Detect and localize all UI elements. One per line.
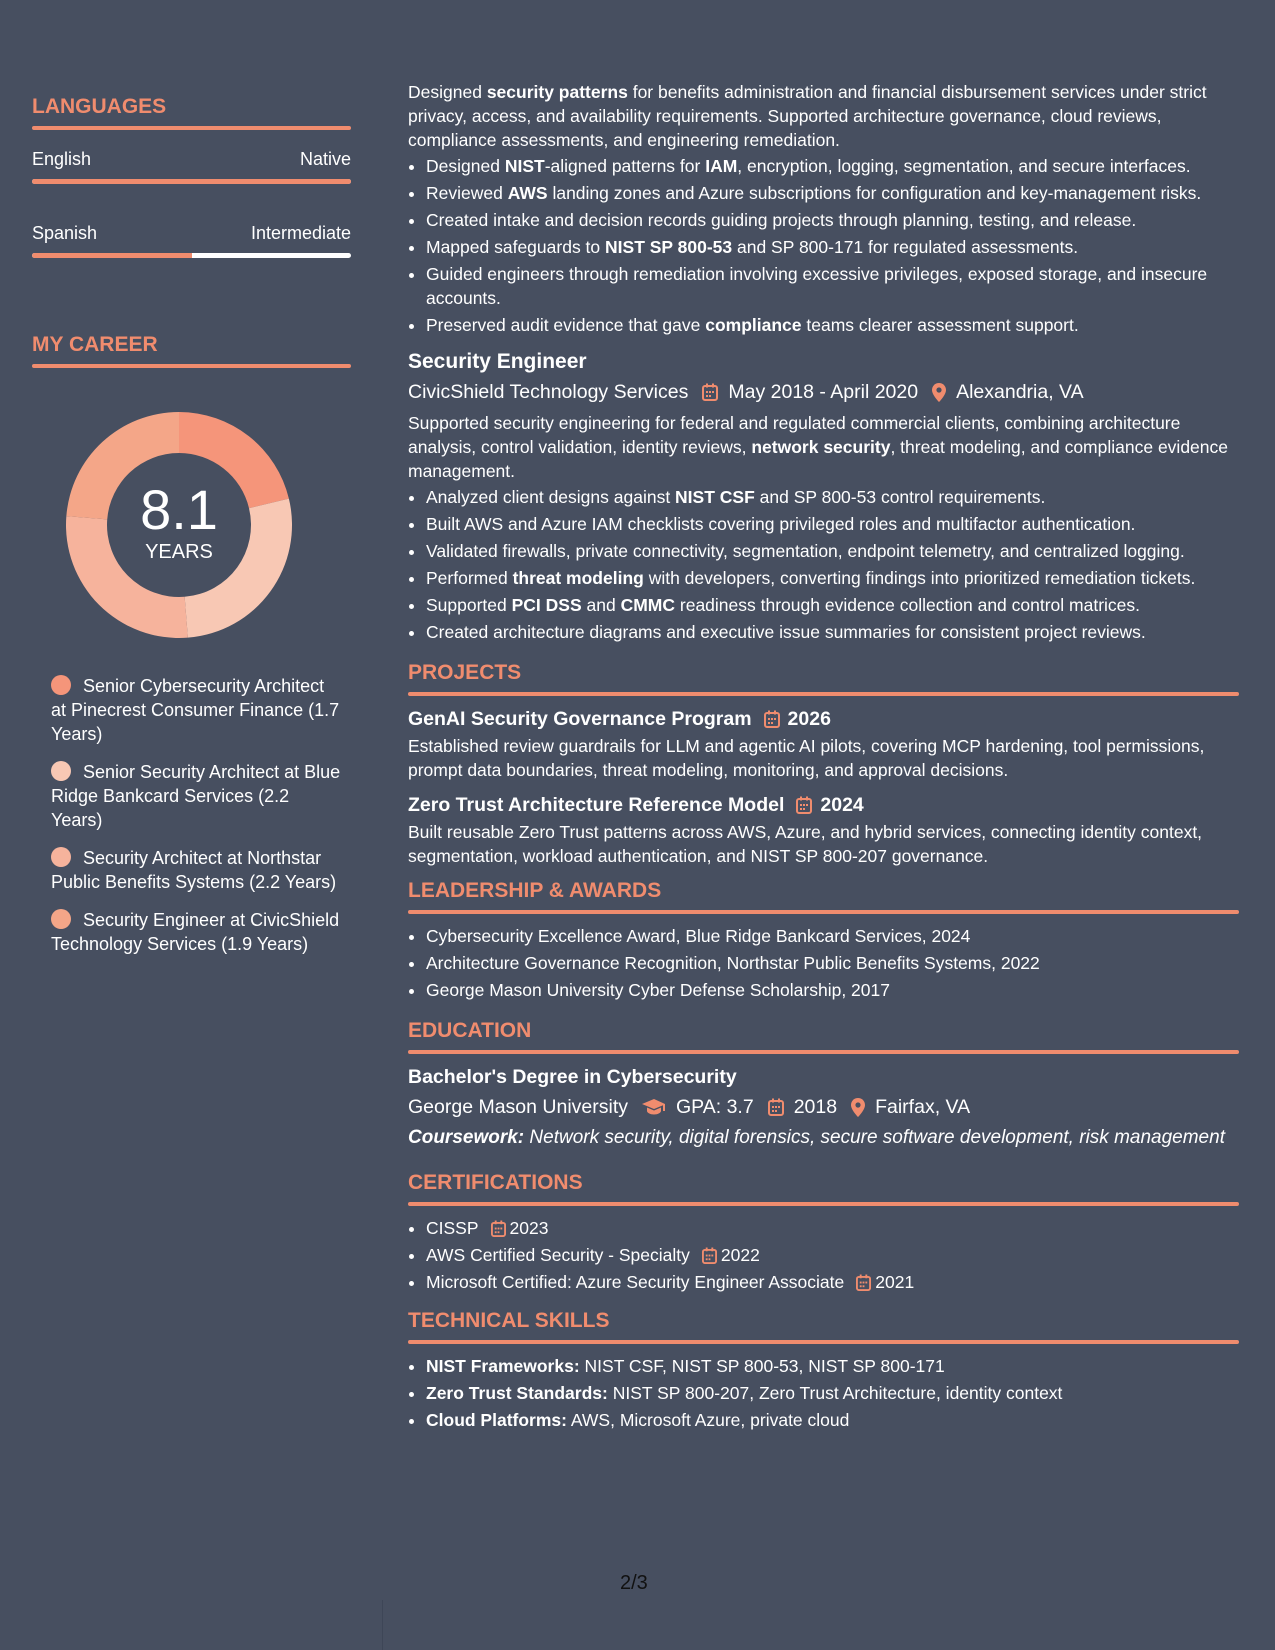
career-legend-label: Senior Cybersecurity Architect at Pinecrest Consumer Finance (1.7 Years) [51, 676, 340, 744]
skills-list [408, 1354, 1239, 1432]
skill-value: AWS, Microsoft Azure, private cloud [566, 1410, 850, 1430]
skill-label: NIST Frameworks: [426, 1356, 580, 1376]
project-name: GenAI Security Governance Program [408, 708, 752, 730]
list-item [426, 1354, 1239, 1378]
language-name: English [32, 149, 92, 169]
list-item: • Validated firewalls, private connectivity, segmentation, endpoint telemetry, and centralized logging. [426, 539, 1239, 563]
legend-dot-icon [51, 761, 71, 781]
cert-name: • CISSP [426, 1218, 479, 1238]
languages-section [32, 94, 351, 258]
career-legend-item [51, 674, 341, 746]
legend-dot-icon [51, 909, 71, 929]
section-rule [408, 1202, 1239, 1206]
language-bar [32, 253, 351, 258]
language-bar-fill [32, 253, 192, 258]
cert-name: • Microsoft Certified: Azure Security Engineer Associate [426, 1272, 845, 1292]
list-item [426, 1216, 1239, 1240]
language-name: Spanish [32, 223, 98, 243]
calendar-icon [768, 1098, 784, 1116]
job-location: Alexandria, VA [956, 381, 1084, 403]
job-title: Security Engineer [408, 350, 587, 373]
career-legend-label: Security Engineer at CivicShield Technology Services (1.9 Years) [51, 910, 340, 954]
donut-center [66, 412, 292, 638]
project-description: Established review guardrails for LLM and agentic AI pilots, covering MCP hardening, tool permissions, prompt data boundaries, threat modeling, monitoring, and approval decisions. [408, 736, 1205, 780]
coursework-label: Coursework: [408, 1127, 525, 1148]
section-rule [408, 1340, 1239, 1344]
map-pin-icon [932, 383, 946, 402]
education-title: EDUCATION [408, 1019, 532, 1042]
calendar-icon [702, 383, 718, 401]
list-item: • Reviewed AWS landing zones and Azure subscriptions for configuration and key-management risks. [426, 181, 1239, 205]
career-legend-item [51, 846, 341, 894]
skill-label: Zero Trust Standards: [426, 1383, 608, 1403]
job-company: CivicShield Technology Services [408, 381, 689, 403]
experience-job [408, 349, 1239, 644]
certifications-title: CERTIFICATIONS [408, 1171, 583, 1194]
list-item: • Guided engineers through remediation involving excessive privileges, exposed storage, and insecure accounts. [426, 262, 1239, 310]
section-rule [32, 364, 351, 368]
awards-list [408, 924, 1239, 1002]
calendar-icon [764, 710, 780, 728]
map-pin-icon [851, 1098, 865, 1117]
legend-dot-icon [51, 847, 71, 867]
career-total-unit: YEARS [145, 541, 213, 563]
list-item: • George Mason University Cyber Defense Scholarship, 2017 [426, 978, 1239, 1002]
career-legend-item [51, 908, 341, 956]
education-meta [408, 1094, 1239, 1120]
section-rule [408, 910, 1239, 914]
left-column [32, 94, 351, 970]
list-item: • Preserved audit evidence that gave compliance teams clearer assessment support. [426, 313, 1239, 337]
language-bar [32, 179, 351, 184]
project-description: Built reusable Zero Trust patterns across AWS, Azure, and hybrid services, connecting identity context, segmentation, workload authentication, and NIST SP 800-207 governance. [408, 822, 1203, 866]
language-row [32, 148, 351, 170]
job-dates: May 2018 - April 2020 [728, 381, 919, 403]
job-meta [408, 379, 1239, 405]
cert-year: 2021 [875, 1272, 915, 1292]
career-total-years: 8.1 [140, 478, 218, 541]
project-year: 2026 [787, 708, 831, 730]
job-bullets [408, 154, 1239, 337]
project-title [408, 706, 1239, 732]
certifications-section [408, 1170, 1239, 1294]
career-donut-chart [66, 412, 292, 638]
certifications-list [408, 1216, 1239, 1294]
list-item: • Built AWS and Azure IAM checklists covering privileged roles and multifactor authentication. [426, 512, 1239, 536]
language-bar-fill [32, 179, 351, 184]
education-gpa: GPA: 3.7 [676, 1096, 754, 1118]
project-year: 2024 [820, 794, 864, 816]
list-item: • Created intake and decision records guiding projects through planning, testing, and release. [426, 208, 1239, 232]
career-title: MY CAREER [32, 333, 158, 356]
education-coursework [408, 1126, 1239, 1150]
list-item: • Created architecture diagrams and executive issue summaries for consistent project reviews. [426, 620, 1239, 644]
projects-title: PROJECTS [408, 661, 522, 684]
education-year: 2018 [793, 1096, 838, 1118]
list-item: • Architecture Governance Recognition, Northstar Public Benefits Systems, 2022 [426, 951, 1239, 975]
calendar-icon [856, 1274, 871, 1291]
skill-value: NIST CSF, NIST SP 800-53, NIST SP 800-171 [579, 1356, 945, 1376]
skill-label: Cloud Platforms: [426, 1410, 567, 1430]
calendar-icon [702, 1247, 717, 1264]
coursework-text: Network security, digital forensics, secure software development, risk management [524, 1127, 1225, 1148]
job-bullets [408, 485, 1239, 644]
education-section [408, 1018, 1239, 1150]
right-column [408, 80, 1239, 1435]
job-summary: Designed security patterns for benefits administration and financial disbursement services under strict privacy, access, and availability requirements. Supported architecture governance, cloud reviews, compliance assessments, and engineering remediation. [408, 82, 1207, 150]
calendar-icon [796, 796, 812, 814]
legend-dot-icon [51, 675, 71, 695]
skills-section [408, 1308, 1239, 1432]
section-rule [32, 126, 351, 130]
calendar-icon [491, 1220, 506, 1237]
list-item: • Cybersecurity Excellence Award, Blue Ridge Bankcard Services, 2024 [426, 924, 1239, 948]
career-legend-item [51, 760, 341, 832]
section-rule [408, 1050, 1239, 1054]
language-level: Native [299, 149, 351, 169]
project-name: Zero Trust Architecture Reference Model [408, 794, 785, 816]
cert-year: 2022 [720, 1245, 760, 1265]
projects-section [408, 660, 1239, 868]
job-summary: Supported security engineering for federal and regulated commercial clients, combining architecture analysis, control validation, identity reviews, network security, threat modeling, and compliance evidence management. [408, 413, 1229, 481]
cert-name: • AWS Certified Security - Specialty [426, 1245, 690, 1265]
awards-section [408, 878, 1239, 1002]
skill-value: NIST SP 800-207, Zero Trust Architecture, identity context [607, 1383, 1063, 1403]
project-title [408, 792, 1239, 818]
skills-title: TECHNICAL SKILLS [408, 1309, 610, 1332]
list-item [426, 1381, 1239, 1405]
list-item: • Performed threat modeling with developers, converting findings into prioritized remediation tickets. [426, 566, 1239, 590]
career-legend-label: Senior Security Architect at Blue Ridge Bankcard Services (2.2 Years) [51, 762, 341, 830]
awards-title: LEADERSHIP & AWARDS [408, 879, 662, 902]
page-number: 2/3 [620, 1572, 648, 1594]
career-legend [32, 674, 341, 956]
graduation-cap-icon [642, 1099, 666, 1115]
list-item [426, 1270, 1239, 1294]
language-row [32, 222, 351, 244]
languages-title: LANGUAGES [32, 95, 167, 118]
education-location: Fairfax, VA [875, 1096, 971, 1118]
column-divider [382, 1600, 383, 1650]
list-item: • Analyzed client designs against NIST CSF and SP 800-53 control requirements. [426, 485, 1239, 509]
experience-prev-job [408, 80, 1239, 337]
cert-year: 2023 [509, 1218, 549, 1238]
education-school: George Mason University [408, 1096, 629, 1118]
list-item: • Mapped safeguards to NIST SP 800-53 and SP 800-171 for regulated assessments. [426, 235, 1239, 259]
career-section [32, 332, 351, 956]
list-item [426, 1243, 1239, 1267]
language-level: Intermediate [250, 223, 351, 243]
section-rule [408, 692, 1239, 696]
list-item: • Designed NIST-aligned patterns for IAM, encryption, logging, segmentation, and secure interfaces. [426, 154, 1239, 178]
education-degree: Bachelor's Degree in Cybersecurity [408, 1066, 737, 1088]
career-legend-label: Security Architect at Northstar Public Benefits Systems (2.2 Years) [51, 848, 337, 892]
list-item: • Supported PCI DSS and CMMC readiness through evidence collection and control matrices. [426, 593, 1239, 617]
list-item [426, 1408, 1239, 1432]
